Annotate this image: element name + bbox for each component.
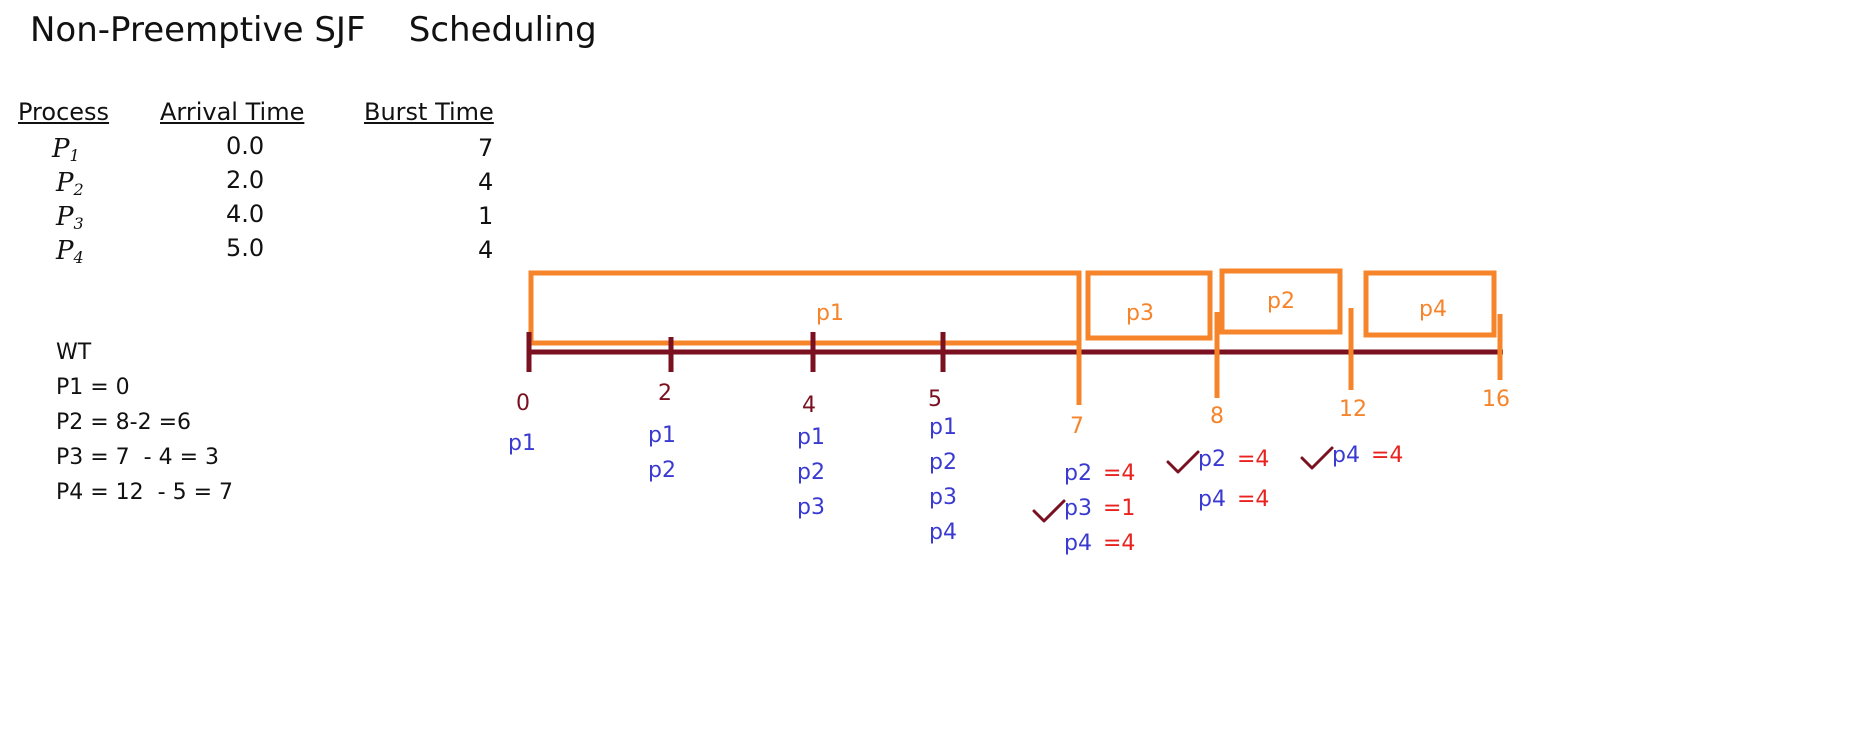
header-process: Process [18, 98, 110, 126]
check-mark-icon [1302, 448, 1332, 468]
remaining-burst: =4 [1103, 531, 1136, 556]
process-name: $P_3$ [56, 202, 84, 233]
gantt-block-p1 [531, 273, 1079, 343]
header-arrival-time: Arrival Time [160, 98, 305, 126]
arrival-time-cell: 0.0 [226, 132, 265, 160]
gantt-block-label: p1 [816, 301, 844, 326]
ready-queue-item: p1 [508, 431, 536, 456]
arrival-time-cell: 2.0 [226, 166, 265, 194]
completion-tick-label: 12 [1339, 397, 1367, 422]
ready-queue-item: p4 [929, 520, 957, 545]
ready-queue-item: p1 [929, 415, 957, 440]
ready-queue-item: p2 [648, 458, 676, 483]
remaining-burst: =4 [1371, 443, 1404, 468]
ready-queue-item: p2 [797, 460, 825, 485]
ready-queue-item: p3 [929, 485, 957, 510]
wt-heading: WT [56, 340, 92, 365]
ready-queue-item: p3 [797, 495, 825, 520]
completion-tick-label: 8 [1210, 404, 1224, 429]
remaining-process: p4 [1332, 443, 1360, 468]
gantt-block-label: p2 [1267, 289, 1295, 314]
burst-time-cell: 4 [478, 236, 494, 264]
process-name: $P_4$ [56, 236, 84, 267]
remaining-burst: =1 [1103, 496, 1136, 521]
burst-time-cell: 7 [478, 134, 494, 162]
ready-queue-item: p1 [648, 423, 676, 448]
remaining-process: p4 [1064, 531, 1092, 556]
completion-tick-label: 16 [1482, 387, 1510, 412]
remaining-burst: =4 [1237, 447, 1270, 472]
completion-tick-label: 7 [1070, 414, 1084, 439]
header-burst-time: Burst Time [364, 98, 494, 126]
remaining-process: p4 [1198, 487, 1226, 512]
wt-line: P2 = 8-2 =6 [56, 410, 192, 435]
arrival-tick-label: 2 [658, 381, 672, 406]
arrival-tick-label: 5 [928, 387, 942, 412]
remaining-process: p3 [1064, 496, 1092, 521]
check-mark-icon [1168, 452, 1198, 472]
arrival-time-cell: 4.0 [226, 200, 265, 228]
wt-line: P3 = 7 - 4 = 3 [56, 445, 220, 470]
arrival-time-cell: 5.0 [226, 234, 265, 262]
check-mark-icon [1034, 501, 1064, 521]
remaining-burst: =4 [1103, 461, 1136, 486]
arrival-tick-label: 4 [802, 393, 816, 418]
wt-line: P4 = 12 - 5 = 7 [56, 480, 234, 505]
burst-time-cell: 1 [478, 202, 494, 230]
process-name: $P_2$ [56, 168, 84, 199]
burst-time-cell: 4 [478, 168, 494, 196]
remaining-burst: =4 [1237, 487, 1270, 512]
wt-line: P1 = 0 [56, 375, 130, 400]
page-title: Non-Preemptive SJF Scheduling [30, 10, 597, 50]
arrival-tick-label: 0 [516, 391, 530, 416]
process-name: $P_1$ [52, 134, 80, 165]
gantt-block-label: p4 [1419, 297, 1447, 322]
gantt-block-label: p3 [1126, 301, 1154, 326]
ready-queue-item: p1 [797, 425, 825, 450]
ready-queue-item: p2 [929, 450, 957, 475]
remaining-process: p2 [1064, 461, 1092, 486]
remaining-process: p2 [1198, 447, 1226, 472]
